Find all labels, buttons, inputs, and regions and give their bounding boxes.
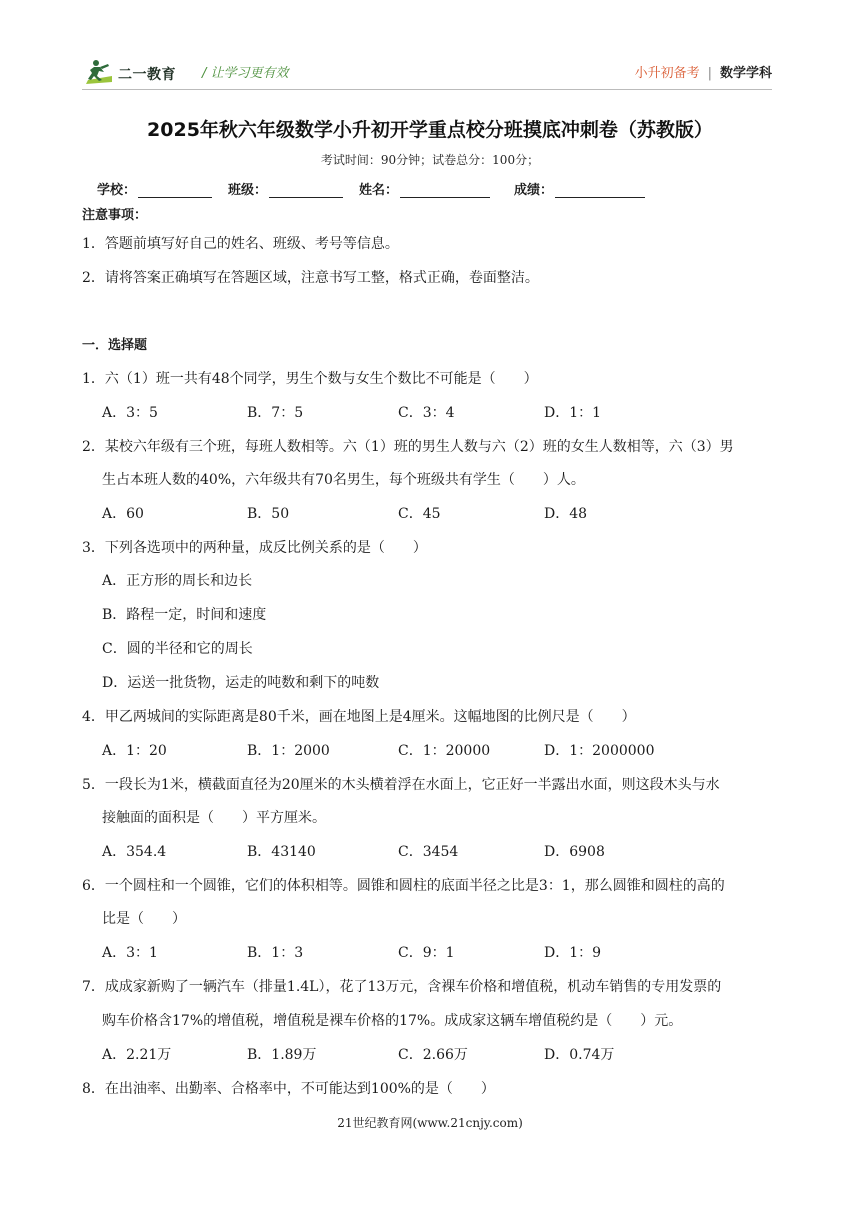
- question-6-options: [102, 943, 782, 963]
- option-c[interactable]: C．9：1: [398, 945, 455, 961]
- class-field[interactable]: [228, 179, 343, 198]
- exam-subtitle: 考试时间：90分钟；试卷总分：100分；: [320, 153, 540, 167]
- question-3-stem: 3．下列各选项中的两种量，成反比例关系的是（ ）: [82, 540, 427, 556]
- option-d[interactable]: D．1：2000000: [544, 743, 655, 759]
- score-blank[interactable]: [555, 183, 645, 198]
- option-c[interactable]: C．圆的半径和它的周长: [102, 641, 253, 657]
- option-d[interactable]: D．运送一批货物，运走的吨数和剩下的吨数: [102, 675, 380, 691]
- question-8-stem: 8．在出油率、出勤率、合格率中，不可能达到100%的是（ ）: [82, 1081, 495, 1097]
- name-label: 姓名：: [359, 183, 399, 198]
- header-category: 小升初备考: [634, 66, 700, 81]
- question-7-stem: 7．成成家新购了一辆汽车（排量1.4L），花了13万元，含裸车价格和增值税，机动车销售的专用发票的: [82, 979, 722, 995]
- option-a[interactable]: A．2.21万: [102, 1047, 172, 1063]
- section-title: 一．选择题: [82, 338, 148, 353]
- option-b[interactable]: B．1：3: [247, 945, 304, 961]
- score-label: 成绩：: [514, 183, 554, 198]
- student-info-row: [97, 179, 661, 198]
- question-7-stem-cont: 购车价格含17%的增值税，增值税是裸车价格的17%。成成家这辆车增值税约是（ ）元。: [102, 1013, 683, 1029]
- question-5-stem-cont: 接触面的面积是（ ）平方厘米。: [102, 810, 326, 826]
- score-field[interactable]: [514, 179, 645, 198]
- option-b[interactable]: B．路程一定，时间和速度: [102, 607, 267, 623]
- option-d[interactable]: D．1：9: [544, 945, 602, 961]
- school-blank[interactable]: [138, 183, 212, 198]
- option-a[interactable]: A．3：1: [102, 945, 158, 961]
- header-subject: [635, 62, 772, 81]
- option-a[interactable]: A．60: [102, 506, 144, 522]
- option-b[interactable]: B．1：2000: [247, 743, 330, 759]
- notice-item: 2．请将答案正确填写在答题区域，注意书写工整，格式正确，卷面整洁。: [82, 270, 539, 286]
- page-footer: 21世纪教育网(www.21cnjy.com): [337, 1116, 523, 1130]
- name-field[interactable]: [359, 179, 490, 198]
- option-b[interactable]: B．1.89万: [247, 1047, 317, 1063]
- option-a[interactable]: A．3：5: [102, 405, 158, 421]
- question-2-stem: 2．某校六年级有三个班，每班人数相等。六（1）班的男生人数与六（2）班的女生人数相等，六（3）男: [82, 439, 734, 455]
- brand-logo: [82, 58, 188, 86]
- question-7-options: [102, 1045, 782, 1065]
- exam-title: 2025年秋六年级数学小升初开学重点校分班摸底冲刺卷（苏教版）: [147, 119, 713, 141]
- question-1-stem: 1．六（1）班一共有48个同学，男生个数与女生个数比不可能是（ ）: [82, 371, 538, 387]
- header-slogan: / 让学习更有效: [202, 66, 289, 81]
- question-4-options: [102, 741, 782, 761]
- option-a[interactable]: A．354.4: [102, 844, 167, 860]
- header-discipline: 数学学科: [719, 66, 772, 81]
- question-6-stem-cont: 比是（ ）: [102, 911, 186, 927]
- question-1-options: [102, 403, 782, 423]
- option-d[interactable]: D．6908: [544, 844, 605, 860]
- name-blank[interactable]: [400, 183, 490, 198]
- school-label: 学校：: [97, 183, 137, 198]
- option-d[interactable]: D．1：1: [544, 405, 602, 421]
- notice-heading: 注意事项：: [82, 208, 148, 223]
- option-b[interactable]: B．43140: [247, 844, 316, 860]
- question-6-stem: 6．一个圆柱和一个圆锥，它们的体积相等。圆锥和圆柱的底面半径之比是3：1，那么圆锥和圆柱的高的: [82, 878, 725, 894]
- option-c[interactable]: C．1：20000: [398, 743, 491, 759]
- class-blank[interactable]: [269, 183, 343, 198]
- option-c[interactable]: C．2.66万: [398, 1047, 468, 1063]
- class-label: 班级：: [228, 183, 268, 198]
- question-5-stem: 5．一段长为1米，横截面直径为20厘米的木头横着浮在水面上，它正好一半露出水面，则这段木头与水: [82, 777, 720, 793]
- question-2-stem-cont: 生占本班人数的40%，六年级共有70名男生，每个班级共有学生（ ）人。: [102, 472, 585, 488]
- page-header: [82, 54, 772, 88]
- logo-text: 二一教育: [118, 67, 176, 83]
- option-a[interactable]: A．1：20: [102, 743, 167, 759]
- option-b[interactable]: B．7：5: [247, 405, 304, 421]
- option-c[interactable]: C．3：4: [398, 405, 455, 421]
- option-d[interactable]: D．0.74万: [544, 1047, 615, 1063]
- option-c[interactable]: C．45: [398, 506, 441, 522]
- question-4-stem: 4．甲乙两城间的实际距离是80千米，画在地图上是4厘米。这幅地图的比例尺是（ ）: [82, 709, 636, 725]
- header-divider: [82, 89, 772, 90]
- notice-item: 1．答题前填写好自己的姓名、班级、考号等信息。: [82, 236, 399, 252]
- option-b[interactable]: B．50: [247, 506, 290, 522]
- school-field[interactable]: [97, 179, 212, 198]
- question-2-options: [102, 504, 782, 524]
- option-c[interactable]: C．3454: [398, 844, 459, 860]
- header-separator: |: [707, 66, 712, 81]
- option-a[interactable]: A．正方形的周长和边长: [102, 573, 253, 589]
- question-5-options: [102, 842, 782, 862]
- option-d[interactable]: D．48: [544, 506, 588, 522]
